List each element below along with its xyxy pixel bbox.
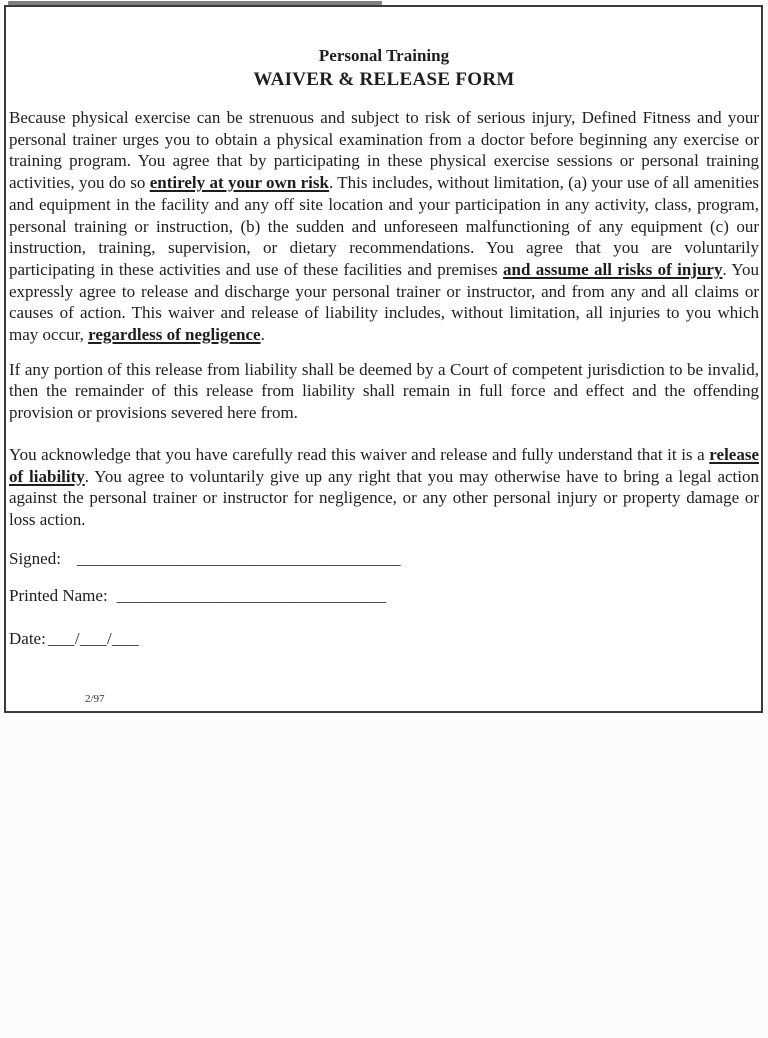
waiver-paragraph-acknowledgement: You acknowledge that you have carefully read this waiver and release and fully understand that it is a release of liability. You agree to voluntarily give up any right that you may otherwise have to bring a legal action against the personal trainer or instructor for negligence, or any other personal injury or property damage or loss action. [9, 444, 759, 529]
page-footer-revision: 2/97 [85, 693, 105, 705]
waiver-paragraph-risk: Because physical exercise can be strenuous and subject to risk of serious injury, Defined Fitness and your personal trainer urges you to obtain a physical examination from a doctor before beginning any exercise or training program. You agree that by participating in these physical exercise sessions or personal training activities, you do so entirely at your own risk. This includes, without limitation, (a) your use of all amenities and equipment in the facility and any off site location and your participation in any activity, class, program, personal training or instruction, (b) the sudden and unforeseen malfunctioning of any equipment (c) our instruction, training, supervision, or dietary recommendations. You agree that you are voluntarily participating in these activities and use of these facilities and premises and assume all risks of injury. You expressly agree to release and discharge your personal trainer or instructor, and from any and all claims or causes of action. This waiver and release of liability includes, without limitation, all injuries to you which may occur, regardless of negligence. [9, 108, 759, 345]
date-blank-line: ___/___/___ [47, 628, 140, 648]
waiver-form-page [4, 5, 763, 713]
form-title-line1: Personal Training [318, 46, 450, 65]
signed-row [9, 548, 759, 570]
waiver-paragraph-severability: If any portion of this release from liability shall be deemed by a Court of competent jurisdiction to be invalid, then the remainder of this release from liability shall remain in full force and effect and the offending provision or provisions severed here from. [9, 359, 759, 423]
date-row [9, 628, 759, 650]
signed-label: Signed: [9, 548, 61, 568]
printed-name-label: Printed Name: [9, 585, 108, 605]
printed-name-blank-line: ______________________________ [116, 585, 387, 605]
form-title [9, 45, 759, 92]
signed-blank-line: ____________________________________ [76, 548, 401, 568]
form-title-line2: WAIVER & RELEASE FORM [253, 69, 515, 90]
printed-name-row [9, 585, 759, 607]
date-label: Date: [9, 628, 46, 648]
